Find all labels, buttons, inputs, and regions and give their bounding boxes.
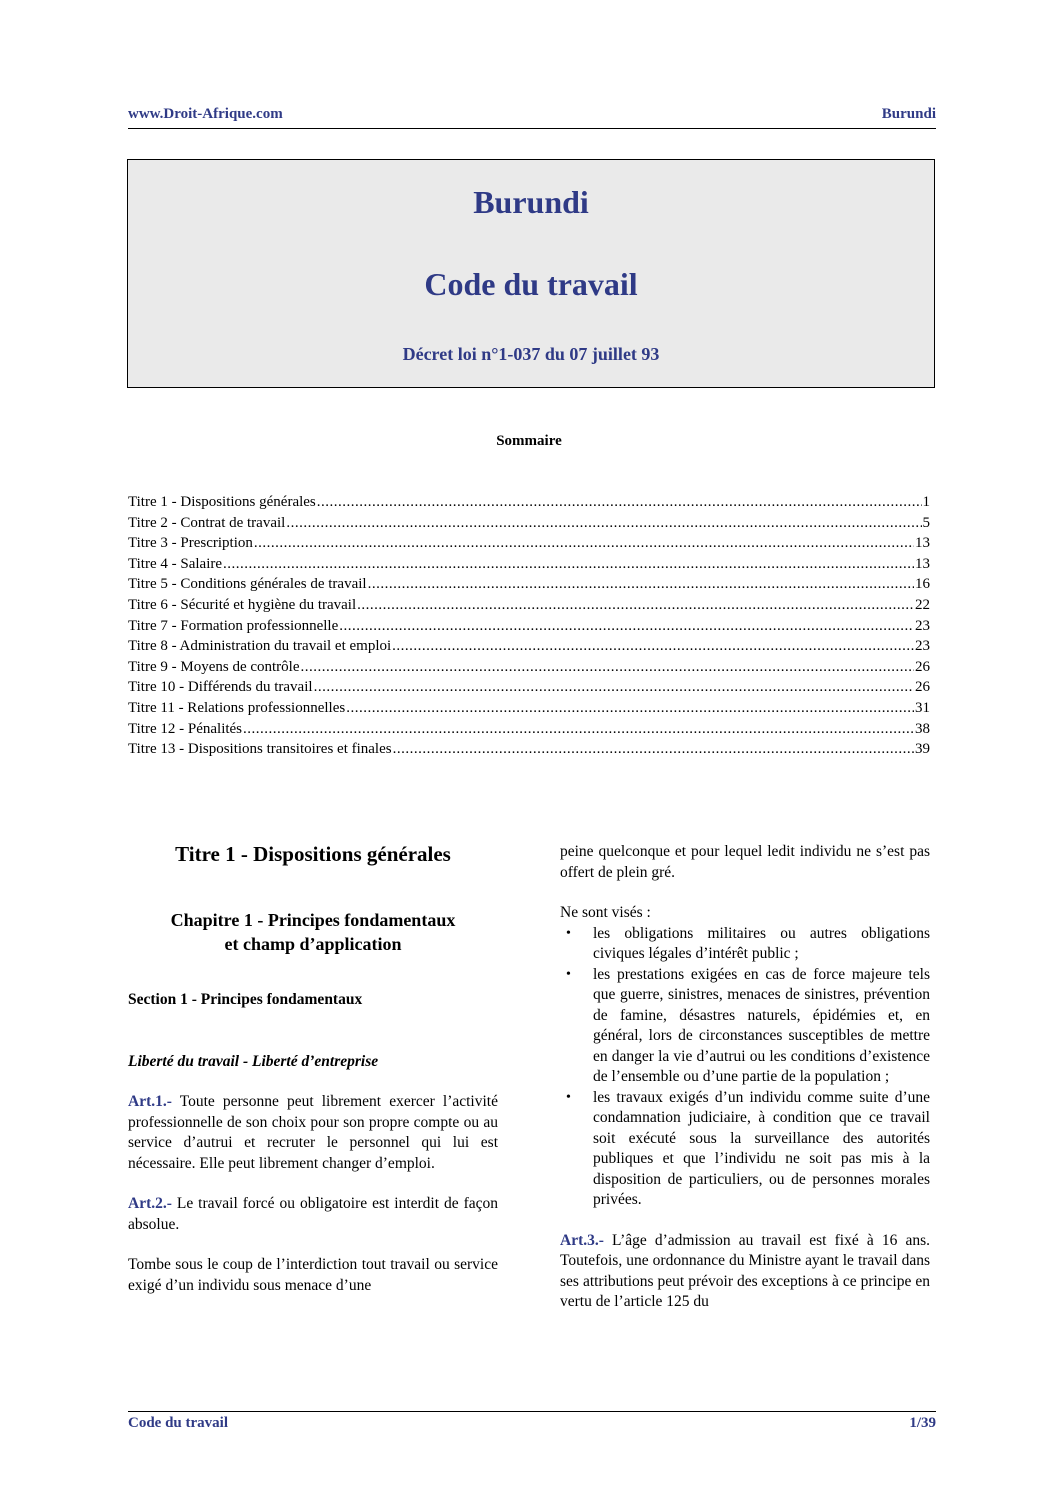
toc-page: 39 — [915, 741, 930, 758]
toc-leader — [254, 533, 914, 554]
toc-label: Titre 9 - Moyens de contrôle — [128, 658, 300, 675]
toc-label: Titre 2 - Contrat de travail — [128, 514, 286, 531]
toc-label: Titre 7 - Formation professionnelle — [128, 617, 339, 634]
toc-row[interactable] — [128, 677, 930, 698]
toc-page: 31 — [915, 699, 930, 716]
article-3-text: L’âge d’admission au travail est fixé à 16 ans. Toutefois, une ordonnance du Ministre ayant le travail dans ses attributions peut prévoir des exceptions à ce principe en vertu de l’article 125 du — [560, 1231, 930, 1310]
left-column — [128, 840, 498, 1296]
page-footer — [128, 1411, 936, 1434]
toc-label: Titre 4 - Salaire — [128, 555, 223, 572]
toc-leader — [393, 739, 914, 760]
section-heading: Section 1 - Principes fondamentaux — [128, 991, 363, 1008]
article-2 — [128, 1194, 498, 1235]
toc-leader — [317, 492, 922, 513]
toc-row[interactable] — [128, 533, 930, 554]
toc-page: 13 — [915, 555, 930, 572]
list-item: • les travaux exigés d’un individu comme suite d’une condamnation judiciaire, à condition que ce travail soit exécuté sous la surveillance des autorités publiques et que l’individu ne soit pas mis à la disposition de particuliers, ou de personnes morales privées. — [560, 1088, 930, 1211]
article-3 — [560, 1231, 930, 1313]
page-number: 1/39 — [909, 1415, 936, 1431]
sommaire-heading: Sommaire — [496, 433, 562, 449]
toc-leader — [368, 574, 914, 595]
toc-page: 5 — [922, 514, 930, 531]
toc-leader — [346, 698, 914, 719]
toc-row[interactable] — [128, 636, 930, 657]
list-item: • les obligations militaires ou autres obligations civiques légales d’intérêt public ; — [560, 924, 930, 965]
toc-row[interactable] — [128, 698, 930, 719]
toc-label: Titre 10 - Différends du travail — [128, 679, 313, 696]
chapitre-heading-line2: et champ d’application — [224, 934, 402, 954]
toc-leader — [392, 636, 914, 657]
subheading: Liberté du travail - Liberté d’entreprise — [128, 1052, 379, 1070]
article-2-label: Art.2.- — [128, 1195, 172, 1212]
toc-leader — [339, 616, 914, 637]
toc-row[interactable] — [128, 719, 930, 740]
toc-page: 1 — [922, 494, 930, 510]
article-3-label: Art.3.- — [560, 1231, 604, 1249]
toc-row[interactable] — [128, 616, 930, 637]
article-1-label: Art.1.- — [128, 1093, 172, 1110]
paragraph-continued: peine quelconque et pour lequel ledit individu ne s’est pas offert de plein gré. — [560, 843, 930, 881]
toc-row[interactable] — [128, 657, 930, 678]
footer-title: Code du travail — [128, 1415, 229, 1431]
toc-page: 23 — [915, 617, 930, 634]
title-main: Code du travail — [424, 266, 638, 302]
title-subtitle: Décret loi n°1-037 du 07 juillet 93 — [402, 344, 660, 364]
page-header — [128, 106, 936, 129]
list-item: • les prestations exigées en cas de force majeure tels que guerre, sinistres, menaces de sinistres, prévention de famine, désastres naturels, épidémies et, en général, lors de circonstances susceptibles de mettre en danger la vie d’autrui ou les conditions d’existence de l’ensemble ou d’une partie de la population ; — [560, 965, 930, 1088]
paragraph: Tombe sous le coup de l’interdiction tout travail ou service exigé d’un individu sous menace d’une — [128, 1256, 498, 1294]
header-site: www.Droit-Afrique.com — [128, 106, 283, 122]
toc-label: Titre 3 - Prescription — [128, 535, 253, 552]
article-2-text: Le travail forcé ou obligatoire est interdit de façon absolue. — [128, 1195, 498, 1233]
toc-leader — [223, 554, 914, 575]
ne-sont-vises: Ne sont visés : — [560, 904, 651, 921]
title-box — [127, 159, 935, 388]
toc-label: Titre 5 - Conditions générales de travail — [128, 576, 367, 593]
toc-row[interactable] — [128, 554, 930, 575]
toc-leader — [357, 595, 914, 616]
toc-label: Titre 11 - Relations professionnelles — [128, 699, 346, 716]
toc-leader — [243, 719, 914, 740]
titre-heading: Titre 1 - Dispositions générales — [175, 842, 451, 866]
toc-page: 26 — [915, 658, 930, 675]
toc-label: Titre 13 - Dispositions transitoires et finales — [128, 741, 392, 758]
title-country: Burundi — [473, 184, 589, 220]
toc-row[interactable] — [128, 595, 930, 616]
toc-row[interactable] — [128, 513, 930, 534]
toc-label: Titre 1 - Dispositions générales — [128, 494, 316, 510]
toc-page: 22 — [915, 596, 930, 613]
right-column — [560, 842, 930, 1313]
toc-row[interactable] — [128, 739, 930, 760]
toc-label: Titre 6 - Sécurité et hygiène du travail — [128, 596, 357, 613]
toc-row[interactable] — [128, 492, 930, 513]
table-of-contents — [128, 492, 930, 760]
toc-row[interactable] — [128, 574, 930, 595]
toc-label: Titre 12 - Pénalités — [128, 720, 243, 737]
toc-page: 23 — [915, 638, 930, 655]
toc-page: 38 — [915, 720, 930, 737]
toc-page: 26 — [915, 679, 930, 696]
toc-leader — [301, 657, 914, 678]
toc-leader — [314, 677, 914, 698]
toc-leader — [286, 513, 921, 534]
article-1 — [128, 1092, 498, 1174]
toc-page: 16 — [915, 576, 930, 593]
toc-label: Titre 8 - Administration du travail et emploi — [128, 638, 392, 655]
exceptions-list — [560, 924, 930, 1211]
toc-page: 13 — [915, 535, 930, 552]
article-1-text: Toute personne peut librement exercer l’activité professionnelle de son choix pour son propre compte ou au service d’autrui et recruter le personnel qui lui est nécessaire. Elle peut librement changer d’emploi. — [128, 1093, 498, 1172]
header-country: Burundi — [881, 106, 936, 122]
chapitre-heading-line1: Chapitre 1 - Principes fondamentaux — [170, 910, 456, 930]
